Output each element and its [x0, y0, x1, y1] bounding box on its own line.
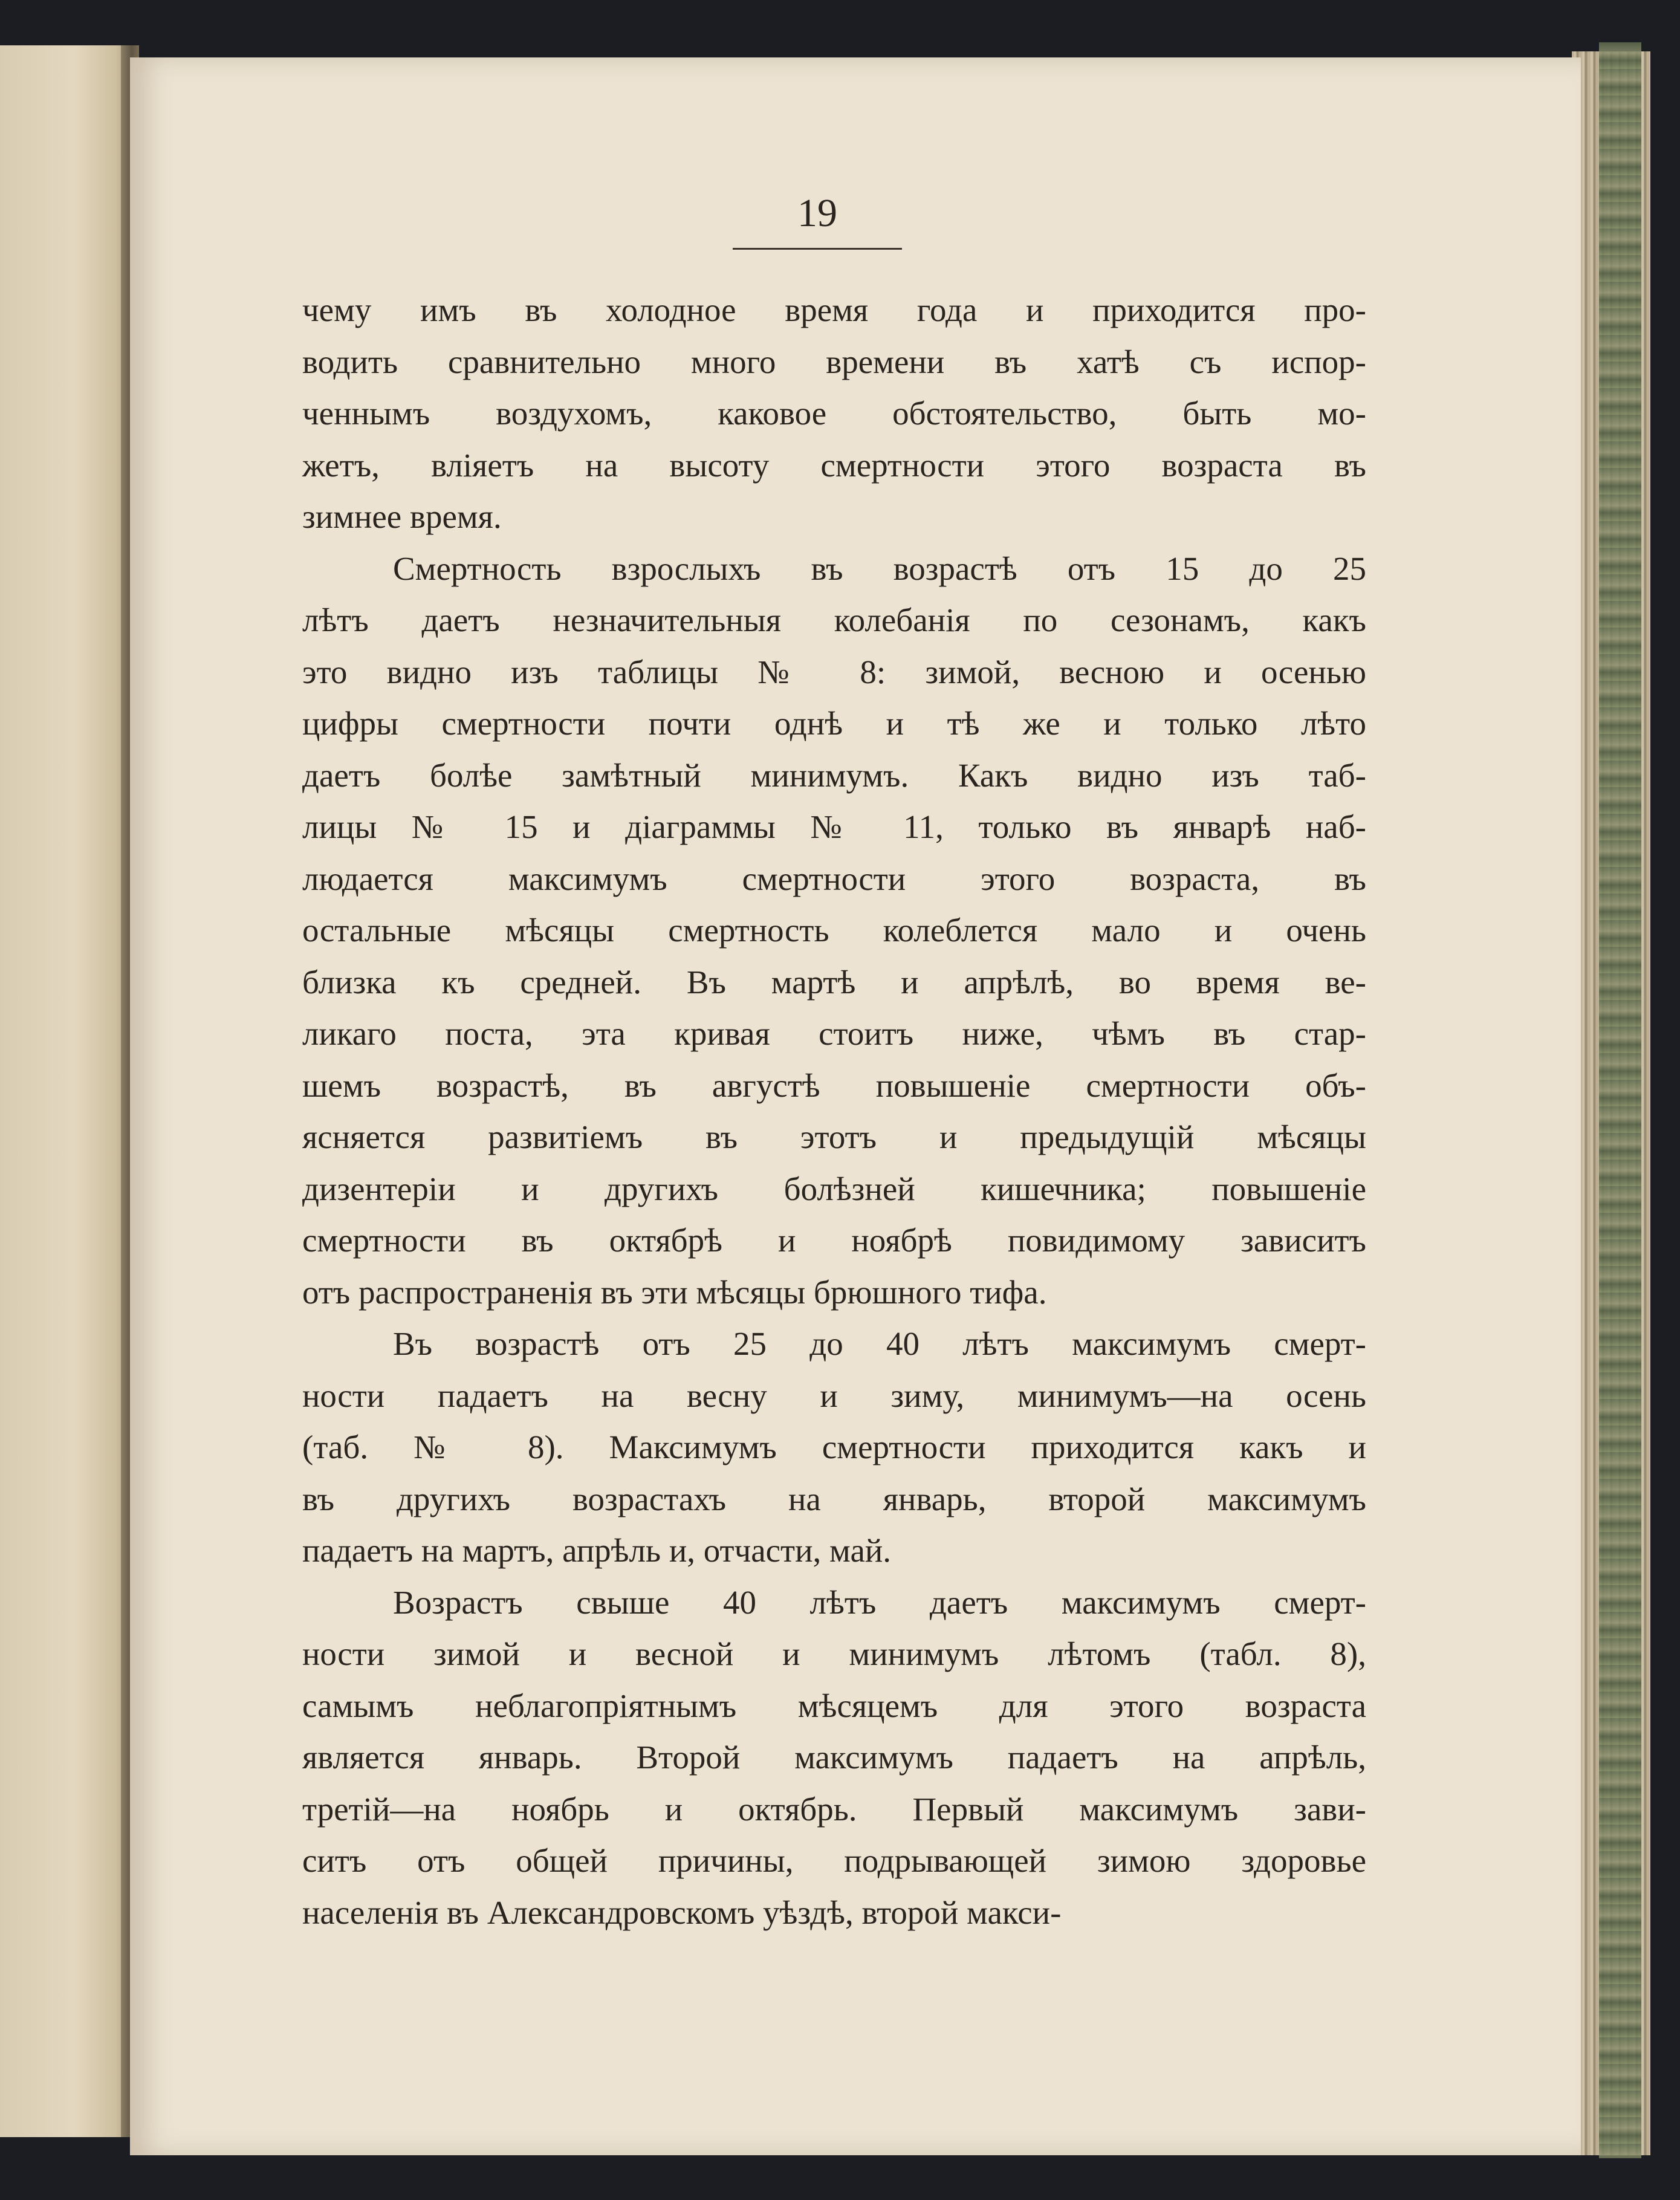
text-line: Смертность взрослыхъ въ возрастѣ отъ 15 до 25	[393, 550, 1366, 587]
text-line: въ другихъ возрастахъ на январь, второй максимумъ	[302, 1480, 1366, 1517]
text-line: смертности въ октябрѣ и ноябрѣ повидимому зависитъ	[302, 1222, 1366, 1259]
text-line: отъ распространенiя въ эти мѣсяцы брюшного тифа.	[302, 1273, 1047, 1311]
text-line: это видно изъ таблицы № 8: зимой, весною и осенью	[302, 653, 1366, 690]
body-text	[302, 284, 1366, 1938]
text-line: ченнымъ воздухомъ, каковое обстоятельство, быть мо-	[302, 395, 1366, 432]
text-line: ясняется развитiемъ въ этотъ и предыдущiй мѣсяцы	[302, 1118, 1366, 1155]
text-line: водить сравнительно много времени въ хатѣ съ испор-	[302, 343, 1366, 380]
text-line: людается максимумъ смертности этого возраста, въ	[302, 860, 1366, 897]
text-line: падаетъ на мартъ, апрѣль и, отчасти, май.	[302, 1532, 892, 1569]
text-line: является январь. Второй максимумъ падаетъ на апрѣль,	[302, 1739, 1366, 1776]
paragraph	[302, 284, 1366, 543]
cover-edge	[1599, 42, 1641, 2158]
paragraph	[302, 543, 1366, 1319]
text-line: Возрастъ свыше 40 лѣтъ даетъ максимумъ смерт-	[393, 1583, 1366, 1621]
paragraph	[302, 1577, 1366, 1939]
text-line: даетъ болѣе замѣтный минимумъ. Какъ видно изъ таб-	[302, 756, 1366, 794]
text-line: населенiя въ Александровскомъ уѣздѣ, второй макси-	[302, 1893, 1062, 1931]
text-line: Въ возрастѣ отъ 25 до 40 лѣтъ максимумъ смерт-	[393, 1325, 1366, 1362]
text-line: самымъ неблагопрiятнымъ мѣсяцемъ для этого возраста	[302, 1687, 1366, 1724]
text-line: остальные мѣсяцы смертность колеблется мало и очень	[302, 912, 1366, 949]
text-line: ности зимой и весной и минимумъ лѣтомъ (табл. 8),	[302, 1635, 1366, 1672]
text-line: дизентерiи и другихъ болѣзней кишечника; повышенiе	[302, 1170, 1366, 1207]
text-line: жетъ, влiяетъ на высоту смертности этого возраста въ	[302, 446, 1366, 484]
text-line: ности падаетъ на весну и зиму, минимумъ—на осень	[302, 1377, 1366, 1414]
text-line: зимнее время.	[302, 498, 502, 535]
text-line: лицы № 15 и дiаграммы № 11, только въ январѣ наб-	[302, 808, 1366, 845]
page-number-rule	[733, 248, 902, 250]
left-page-edge	[0, 45, 136, 2137]
text-line: (таб. № 8). Максимумъ смертности приходится какъ и	[302, 1429, 1366, 1465]
text-line: ситъ отъ общей причины, подрывающей зимою здоровье	[302, 1842, 1366, 1879]
text-line: лѣтъ даетъ незначительныя колебанiя по сезонамъ, какъ	[302, 602, 1366, 638]
text-line: третiй—на ноябрь и октябрь. Первый максимумъ зави-	[302, 1790, 1366, 1828]
text-line: близка къ средней. Въ мартѣ и апрѣлѣ, во время ве-	[302, 963, 1366, 1001]
paragraph	[302, 1318, 1366, 1577]
text-line: цифры смертности почти однѣ и тѣ же и только лѣто	[302, 705, 1366, 742]
text-line: шемъ возрастѣ, въ августѣ повышенiе смертности объ-	[302, 1066, 1366, 1104]
text-line: ликаго поста, эта кривая стоитъ ниже, чѣмъ въ стар-	[302, 1015, 1366, 1052]
text-line: чему имъ въ холодное время года и приходится про-	[302, 291, 1366, 328]
page-number: 19	[797, 191, 837, 235]
